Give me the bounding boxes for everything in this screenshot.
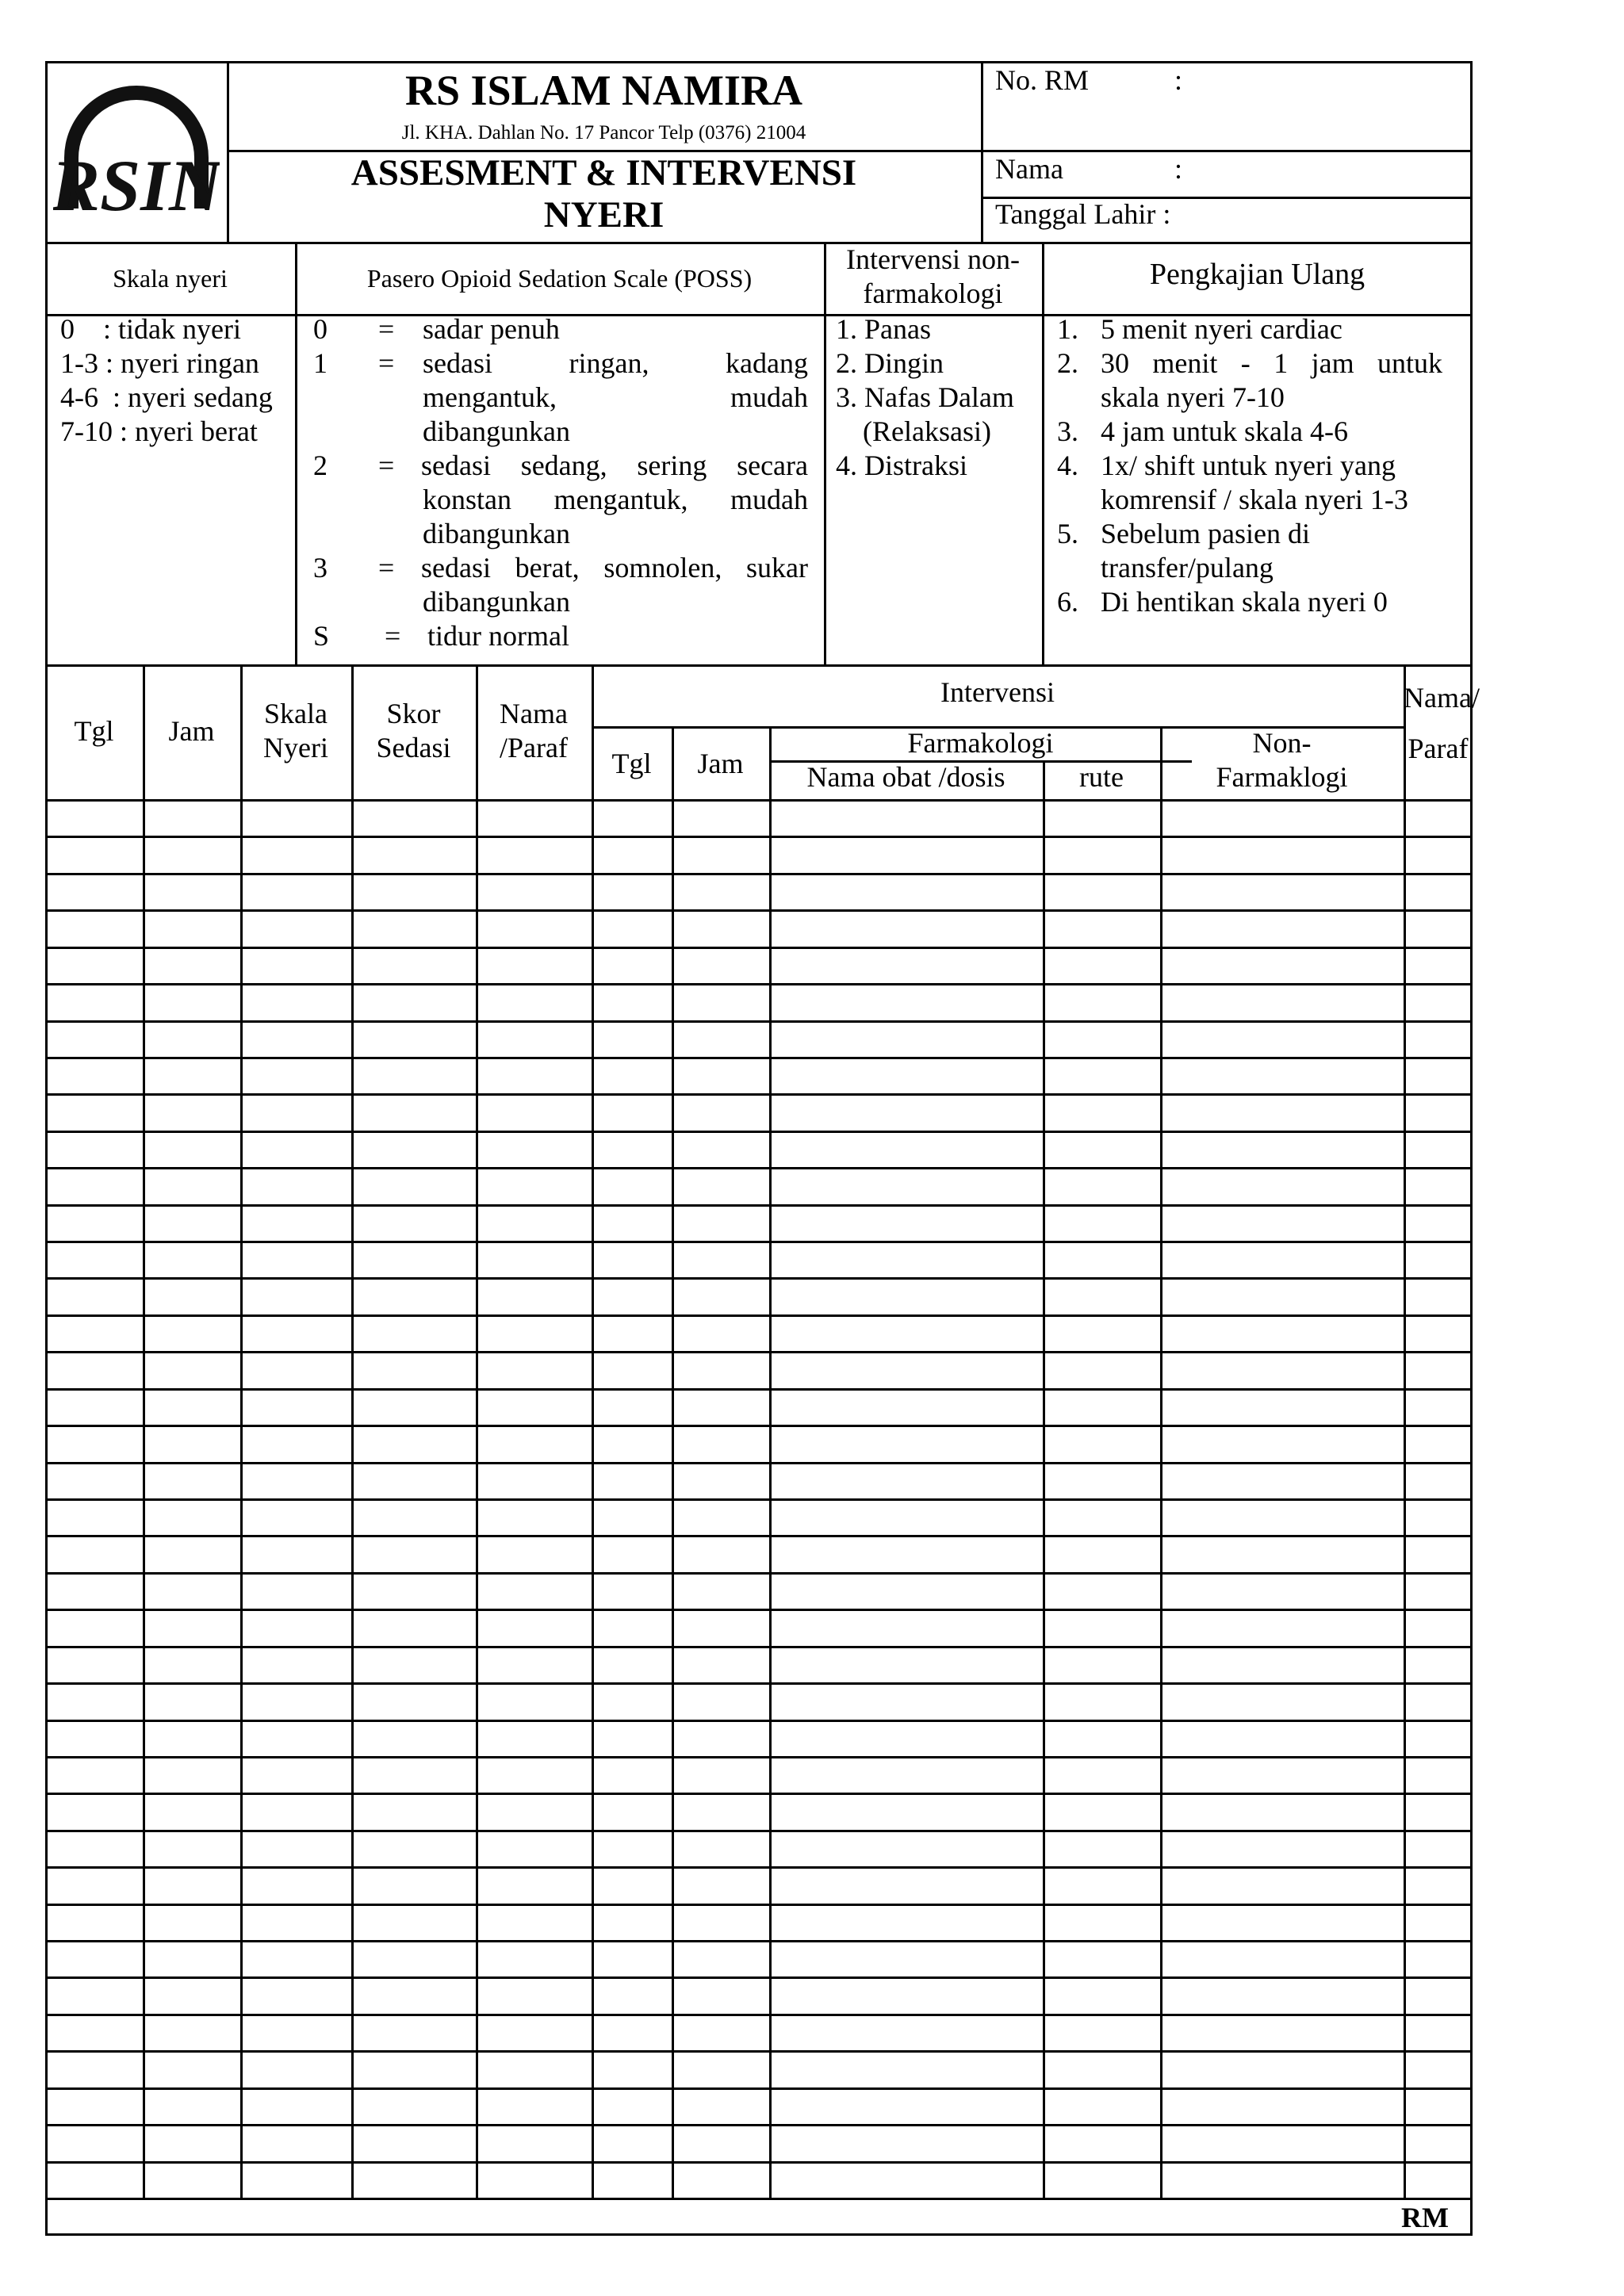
form-code: RM [1401,2202,1449,2233]
table-row-line [45,1204,1473,1207]
poss-eq: = [378,313,395,345]
nonfarm-item: 4. Distraksi [836,450,967,481]
poss-code: 3 [313,552,327,584]
poss-desc: sedasi ringan, kadang [423,347,808,379]
divider [981,150,1473,152]
table-row-line [45,1498,1473,1501]
col-header-intervensi: Intervensi [940,676,1055,708]
nonfarm-item: (Relaksasi) [863,415,991,447]
col-header-skor-sedasi: Skor [386,698,441,729]
table-row-line [45,2087,1473,2090]
skala-nyeri-header: Skala nyeri [113,264,228,293]
table-row-line [45,2014,1473,2016]
table-column-line [672,726,674,2198]
poss-code: 0 [313,313,327,345]
poss-eq: = [378,552,395,584]
table-row-line [45,1462,1473,1464]
pengkajian-text: 4 jam untuk skala 4-6 [1101,415,1348,447]
table-row-line [45,799,1473,802]
table-row-line [45,2161,1473,2164]
divider [45,242,1473,244]
table-row-line [45,1756,1473,1758]
table-row-line [45,1976,1473,1979]
form-title-line1: ASSESMENT & INTERVENSI [350,152,857,193]
table-row-line [45,1940,1473,1942]
nonfarm-item: 2. Dingin [836,347,944,379]
no-rm-colon: : [1174,64,1183,96]
poss-desc: dibangunkan [423,415,570,447]
table-row-line [45,1682,1473,1685]
poss-eq: = [378,347,395,379]
pengkajian-text: 5 menit nyeri cardiac [1101,313,1342,345]
col-header-jam: Jam [168,715,215,747]
table-column-line [1043,760,1045,2198]
skala-item: 4-6 : nyeri sedang [60,381,273,413]
form-title-line2: NYERI [543,194,665,235]
pengkajian-num: 5. [1057,518,1078,549]
col-header-nama-obat: Nama obat /dosis [806,761,1005,793]
table-row-line [45,1093,1473,1096]
table-row-line [45,1167,1473,1169]
table-row-line [45,1425,1473,1427]
pengkajian-num: 2. [1057,347,1078,379]
poss-desc: sedasi berat, somnolen, sukar [421,552,808,584]
table-column-line [592,664,594,2198]
divider [45,2198,1473,2200]
poss-eq: = [385,620,401,652]
col-header-paraf: Nama/ [1404,682,1480,714]
divider [295,242,297,664]
hospital-logo [53,69,220,235]
skala-item: 1-3 : nyeri ringan [60,347,259,379]
col-header-nama-paraf: /Paraf [500,732,568,763]
table-row-line [45,1646,1473,1648]
table-row-line [45,983,1473,985]
table-column-line [1404,664,1406,2198]
table-row-line [45,1057,1473,1059]
poss-desc: dibangunkan [423,518,570,549]
nonfarm-header-line2: farmakologi [863,277,1003,309]
skala-item: 7-10 : nyeri berat [60,415,258,447]
pengkajian-text: Di hentikan skala nyeri 0 [1101,586,1388,618]
poss-desc: dibangunkan [423,586,570,618]
table-row-line [45,909,1473,912]
pengkajian-text: 30 menit - 1 jam untuk [1101,347,1442,379]
pengkajian-num: 3. [1057,415,1078,447]
col-header-nama-paraf: Nama [500,698,568,729]
table-row-line [45,2050,1473,2053]
divider [1042,242,1044,664]
col-header-rute: rute [1079,761,1124,793]
table-column-line [240,664,243,2198]
poss-code: S [313,620,330,652]
table-column-line [476,664,478,2198]
pengkajian-text: 1x/ shift untuk nyeri yang [1101,450,1396,481]
table-column-line [769,726,772,2198]
poss-desc: mengantuk, mudah [423,381,808,413]
table-column-line [1160,726,1162,2198]
nama-colon: : [1174,153,1183,185]
col-header-farmakologi: Farmakologi [907,727,1054,759]
table-row-line [45,1830,1473,1832]
table-row-line [45,1904,1473,1906]
poss-desc: tidur normal [427,620,569,652]
table-row-line [45,947,1473,949]
table-row-line [45,1131,1473,1133]
pengkajian-text: komrensif / skala nyeri 1-3 [1101,484,1408,515]
table-row-line [45,1535,1473,1537]
table-row-line [45,2124,1473,2126]
table-row-line [45,1351,1473,1353]
col-header-non-farmakologi: Non- [1252,727,1312,759]
col-header-tgl: Tgl [74,715,114,747]
no-rm-label: No. RM [995,64,1090,96]
table-row-line [45,1572,1473,1575]
poss-eq: = [378,450,395,481]
pengkajian-text: Sebelum pasien di [1101,518,1310,549]
poss-desc: sedasi sedang, sering secara [421,450,808,481]
col-header-int-jam: Jam [697,748,744,779]
table-row-line [45,1866,1473,1869]
divider [45,664,1473,667]
logo-text: RSIN [53,145,220,226]
poss-code: 2 [313,450,327,481]
table-row-line [45,1609,1473,1611]
table-row-line [45,873,1473,875]
table-row-line [45,1241,1473,1243]
tanggal-lahir-label: Tanggal Lahir : [995,198,1171,230]
hospital-address: Jl. KHA. Dahlan No. 17 Pancor Telp (0376) 21004 [401,122,806,144]
table-row-line [45,1720,1473,1722]
skala-item: 0 : tidak nyeri [60,313,241,345]
table-row-line [45,1314,1473,1317]
pengkajian-num: 1. [1057,313,1078,345]
table-row-line [45,1020,1473,1023]
poss-desc: konstan mengantuk, mudah [423,484,808,515]
pengkajian-header: Pengkajian Ulang [1149,258,1365,291]
pengkajian-num: 4. [1057,450,1078,481]
pengkajian-text: skala nyeri 7-10 [1101,381,1285,413]
form-sheet [45,61,1480,2236]
table-column-line [351,664,354,2198]
poss-desc: sadar penuh [423,313,560,345]
col-header-skor-sedasi: Sedasi [376,732,451,763]
pengkajian-num: 6. [1057,586,1078,618]
col-header-skala-nyeri: Nyeri [263,732,328,763]
hospital-name: RS ISLAM NAMIRA [404,67,803,114]
poss-code: 1 [313,347,327,379]
table-row-line [45,1793,1473,1795]
poss-header: Pasero Opioid Sedation Scale (POSS) [366,264,753,293]
col-header-skala-nyeri: Skala [264,698,327,729]
nonfarm-header-line1: Intervensi non- [846,243,1020,275]
nama-label: Nama [995,153,1063,185]
nonfarm-item: 3. Nafas Dalam [836,381,1014,413]
table-row-line [45,836,1473,838]
table-row-line [45,1388,1473,1391]
pengkajian-text: transfer/pulang [1101,552,1274,584]
table-row-line [45,1277,1473,1280]
col-header-int-tgl: Tgl [611,748,652,779]
col-header-paraf: Paraf [1408,733,1469,764]
table-column-line [143,664,145,2198]
col-header-non-farmakologi: Farmaklogi [1216,761,1348,793]
nonfarm-item: 1. Panas [836,313,931,345]
